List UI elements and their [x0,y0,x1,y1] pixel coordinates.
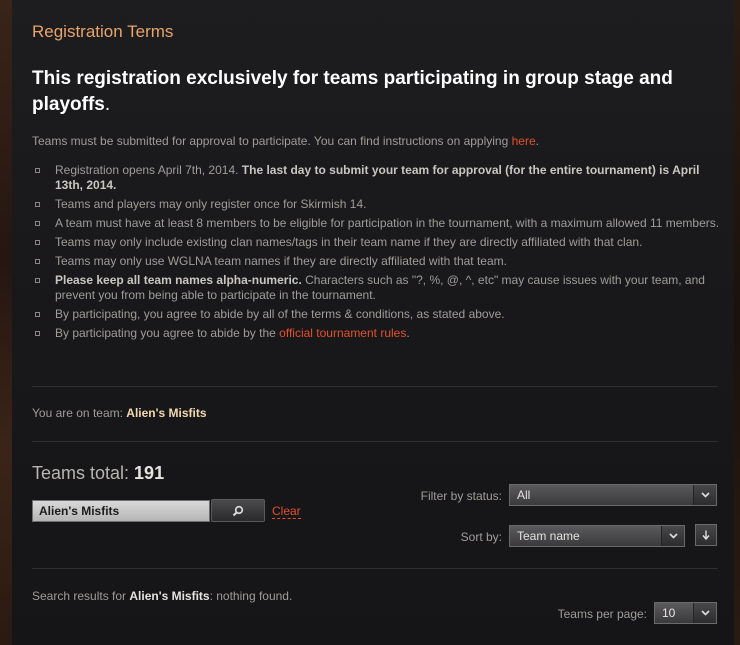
rule-1-bold: The last day to submit your team for approval (for the entire tournament) is April 13th, 2014 [55,163,700,192]
teams-per-page-value: 10 [662,606,676,620]
rule-item-registration-dates [34,163,724,193]
divider [32,386,718,387]
divider [32,441,718,442]
headline-text: This registration exclusively for teams participating in group stage and playoffs [32,68,673,115]
team-search-input[interactable] [32,500,210,522]
teams-per-page-select[interactable] [654,602,717,624]
rule-item-alpha-numeric [34,273,724,303]
results-suffix: : nothing found. [209,589,293,603]
search-button[interactable] [211,499,265,522]
right-frame-border [734,0,740,645]
left-frame-border [0,0,12,645]
teams-total-label: Teams total: [32,463,135,483]
chevron-down-icon [661,526,684,546]
current-team [32,406,207,420]
sort-direction-button[interactable] [695,524,717,546]
rule-item-official-rules [34,326,724,341]
search-results-message [32,589,292,603]
teams-per-page-label: Teams per page: [557,607,647,621]
headline [32,66,712,118]
rule-1-end: . [113,178,117,192]
rule-6-text: Characters such as "?, %, @, ^, etc" may cause issues with your team, and prevent you from being able to participate in the tournament. [55,273,705,302]
rule-6-bold: Please keep all team names alpha-numeric. [55,273,302,287]
registration-panel [12,0,734,645]
divider [32,568,718,569]
current-team-label: You are on team: [32,406,127,420]
chevron-down-icon [693,485,716,505]
sort-by-label: Sort by: [460,530,502,544]
rule-1-text: Registration opens April 7th, 2014. [55,163,242,177]
status-filter-value: All [517,488,531,502]
official-rules-link[interactable]: official tournament rules [279,326,407,340]
arrow-down-icon [702,530,710,540]
search-icon [232,505,244,517]
teams-total-count: 191 [134,463,165,483]
sort-value: Team name [517,529,580,543]
teams-total [32,463,164,484]
intro-text [32,134,539,148]
rule-item-terms-agreement: By participating, you agree to abide by all of the terms & conditions, as stated above. [34,307,724,322]
status-filter-select[interactable] [509,484,717,506]
instructions-link[interactable]: here [511,134,536,148]
results-query: Alien's Misfits [129,589,210,603]
panel-title: Registration Terms [32,22,174,41]
rule-item-clan-tags: Teams may only include existing clan names/tags in their team name if they are directly affiliated with that clan. [34,235,724,250]
rule-8-end: . [406,326,410,340]
clear-search-link[interactable]: Clear [272,504,301,518]
results-prefix: Search results for [32,589,130,603]
rule-8-text: By participating you agree to abide by the [55,326,280,340]
sort-select[interactable] [509,525,685,547]
filter-status-label: Filter by status: [420,489,502,503]
rule-item-register-once: Teams and players may only register once for Skirmish 14. [34,197,724,212]
headline-end: . [104,94,111,115]
rule-item-wglna-names: Teams may only use WGLNA team names if they are directly affiliated with that team. [34,254,724,269]
intro-text-body: Teams must be submitted for approval to participate. You can find instructions on applying [32,134,512,148]
current-team-name: Alien's Misfits [126,406,207,420]
rule-item-team-size: A team must have at least 8 members to be eligible for participation in the tournament, with a maximum allowed 11 members. [34,216,724,231]
chevron-down-icon [693,603,716,623]
rules-list [34,163,724,345]
intro-text-end: . [535,134,539,148]
